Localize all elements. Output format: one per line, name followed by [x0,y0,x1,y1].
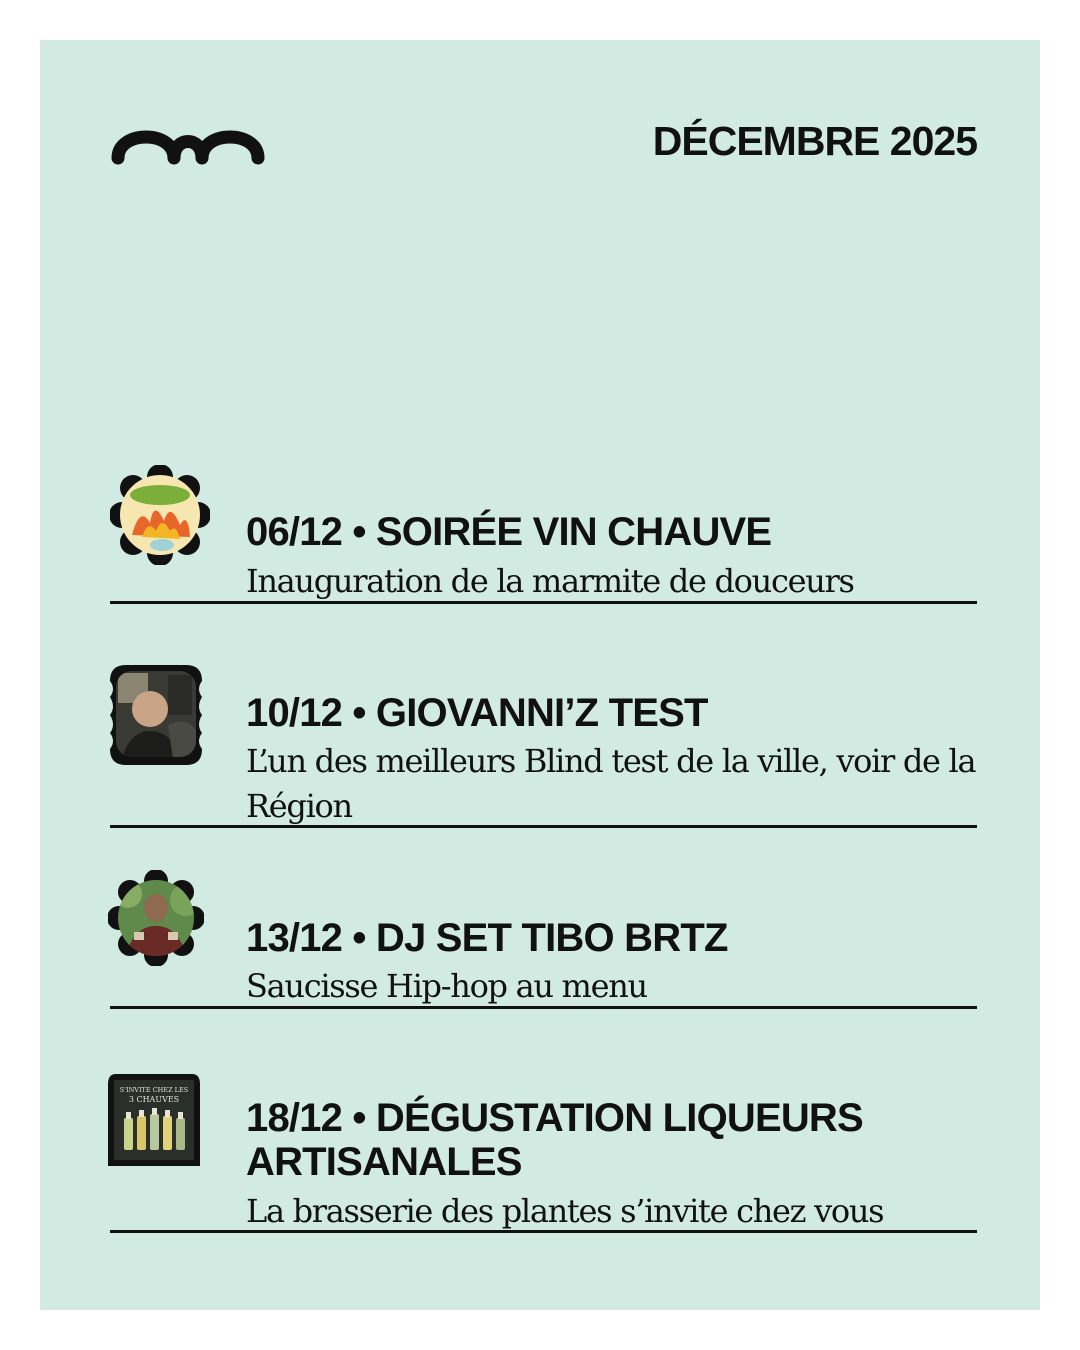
divider [110,825,977,828]
event-title: 18/12 • DÉGUSTATION LIQUEURS ARTISANALES [246,1096,863,1184]
poster-line: 3 CHAUVES [128,1095,180,1104]
event-description: Inauguration de la marmite de douceurs [246,562,854,600]
liqueur-poster-icon [108,1070,200,1170]
event-title: 10/12 • GIOVANNI’Z TEST [246,691,708,735]
host-portrait-icon [110,665,202,765]
month-title: DÉCEMBRE 2025 [652,118,977,164]
divider [110,1006,977,1009]
event-description: Saucisse Hip-hop au menu [246,967,647,1005]
cauldron-fire-icon [110,465,210,565]
event-calendar-card [40,40,1040,1310]
event-title: 06/12 • SOIRÉE VIN CHAUVE [246,510,772,554]
divider [110,601,977,604]
event-description: L’un des meilleurs Blind test de la ville, voir de la Région [246,742,976,825]
poster-line: S'INVITE CHEZ LES [119,1086,189,1094]
double-arch-logo-icon [110,120,266,166]
dj-portrait-icon [108,870,204,966]
event-description: La brasserie des plantes s’invite chez vous [246,1192,884,1230]
event-title: 13/12 • DJ SET TIBO BRTZ [246,916,728,960]
divider [110,1230,977,1233]
